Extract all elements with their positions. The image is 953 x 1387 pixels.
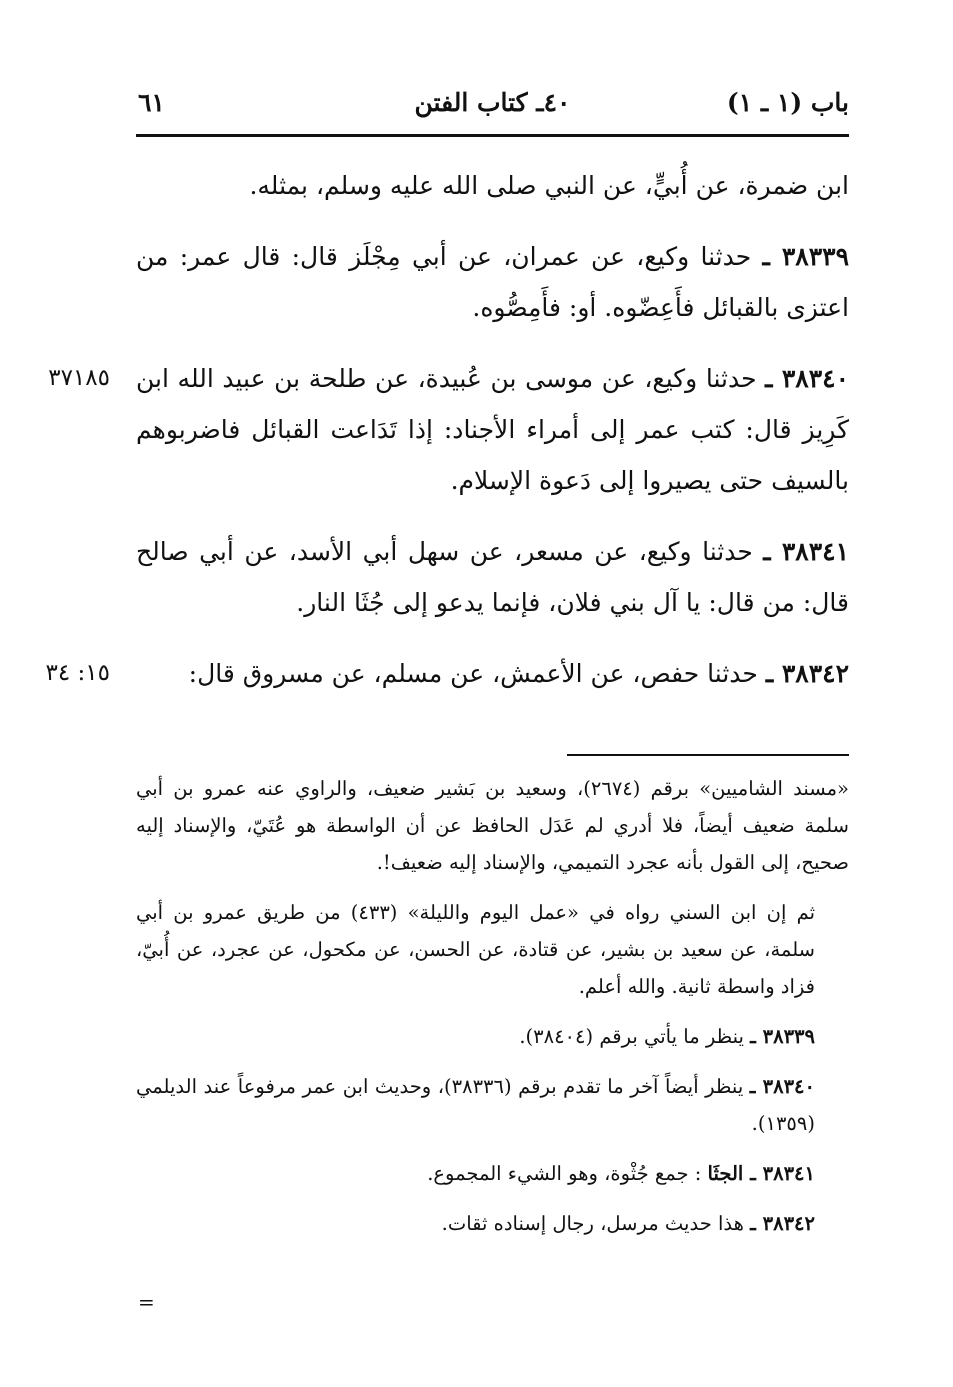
book-title: ٤٠ـ كتاب الفتن [414,88,571,117]
footnote [136,1205,849,1242]
footnote-text: هذا حديث مرسل، رجال إسناده ثقات. [441,1212,744,1235]
hadith-text: حدثنا وكيع، عن مسعر، عن سهل أبي الأسد، عن أبي صالح قال: من قال: يا آل بني فلان، فإنما يدعو إلى جُثَا النار. [136,537,849,617]
footnote [136,894,849,1005]
hadith-number: ٣٨٣٤٠ ـ [765,364,850,393]
hadith-text: ابن ضمرة، عن أُبيٍّ، عن النبي صلى الله عليه وسلم، بمثله. [249,171,849,200]
hadith-paragraph [45,648,849,699]
hadith-number: ٣٨٣٤١ ـ [763,537,849,566]
footnote-rule [567,754,849,756]
margin-reference: ٣٧١٨٥ [48,365,110,391]
margin-reference: ١٥: ٣٤ [45,660,110,686]
footnote [136,1068,849,1142]
footnote-text: ثم إن ابن السني رواه في «عمل اليوم والليلة» (٤٣٣) من طريق عمرو بن أبي سلمة، عن سعيد بن بشير، عن قتادة، عن الحسن، عن مكحول، عن عجرد، عن أُبيّ، فزاد واسطة ثانية. والله أعلم. [136,901,816,998]
hadith-number: ٣٨٣٣٩ ـ [762,242,849,271]
footnote-text: «مسند الشاميين» برقم (٢٦٧٤)، وسعيد بن بَشير ضعيف، والراوي عنه عمرو بن أبي سلمة ضعيف أيضاً، فلا أدري لم عَدَل الحافظ عن أن الواسطة هو عُتَيّ، والإسناد إليه صحيح، إلى القول بأنه عجرد التميمي، والإسناد إليه ضعيف!. [136,777,849,874]
hadith-paragraph [136,526,849,628]
footnotes [136,770,849,1242]
page-number: ٦١ [138,88,165,117]
hadith-text: حدثنا وكيع، عن عمران، عن أبي مِجْلَز قال: قال عمر: من اعتزى بالقبائل فأَعِضّوه. أو: فأَمِصُّوه. [136,242,849,322]
footnote [136,770,849,881]
footnote-number: ٣٨٣٤١ ـ الجثَا [707,1162,815,1185]
footnote-text: : جمع جُثْوة، وهو الشيء المجموع. [427,1162,702,1185]
footnote-number: ٣٨٣٤٢ ـ [750,1212,815,1235]
footnote-number: ٣٨٣٤٠ ـ [749,1075,815,1098]
chapter-label: باب (١ ـ ١) [726,88,849,117]
hadith-text: حدثنا حفص، عن الأعمش، عن مسلم، عن مسروق قال: [188,659,758,688]
footnote-text: ينظر أيضاً آخر ما تقدم برقم (٣٨٣٣٦)، وحديث ابن عمر مرفوعاً عند الديلمي (١٣٥٩). [136,1075,815,1135]
footnote-text: ينظر ما يأتي برقم (٣٨٤٠٤). [519,1025,744,1048]
continuation-mark: = [138,1290,155,1314]
hadith-paragraph [136,231,849,333]
page-header [136,88,849,128]
footnote-number: ٣٨٣٣٩ ـ [750,1025,815,1048]
footnote [136,1155,849,1192]
hadith-number: ٣٨٣٤٢ ـ [765,659,849,688]
hadith-text: حدثنا وكيع، عن موسى بن عُبيدة، عن طلحة بن عبيد الله ابن كَرِيز قال: كتب عمر إلى أمراء الأجناد: إذا تَدَاعت القبائل فاضربوهم بالسيف حتى يصيروا إلى دَعوة الإسلام. [136,364,849,495]
footnote [136,1018,849,1055]
header-rule [136,134,849,137]
main-text [45,160,850,699]
hadith-paragraph [48,353,850,506]
hadith-paragraph [136,160,849,211]
